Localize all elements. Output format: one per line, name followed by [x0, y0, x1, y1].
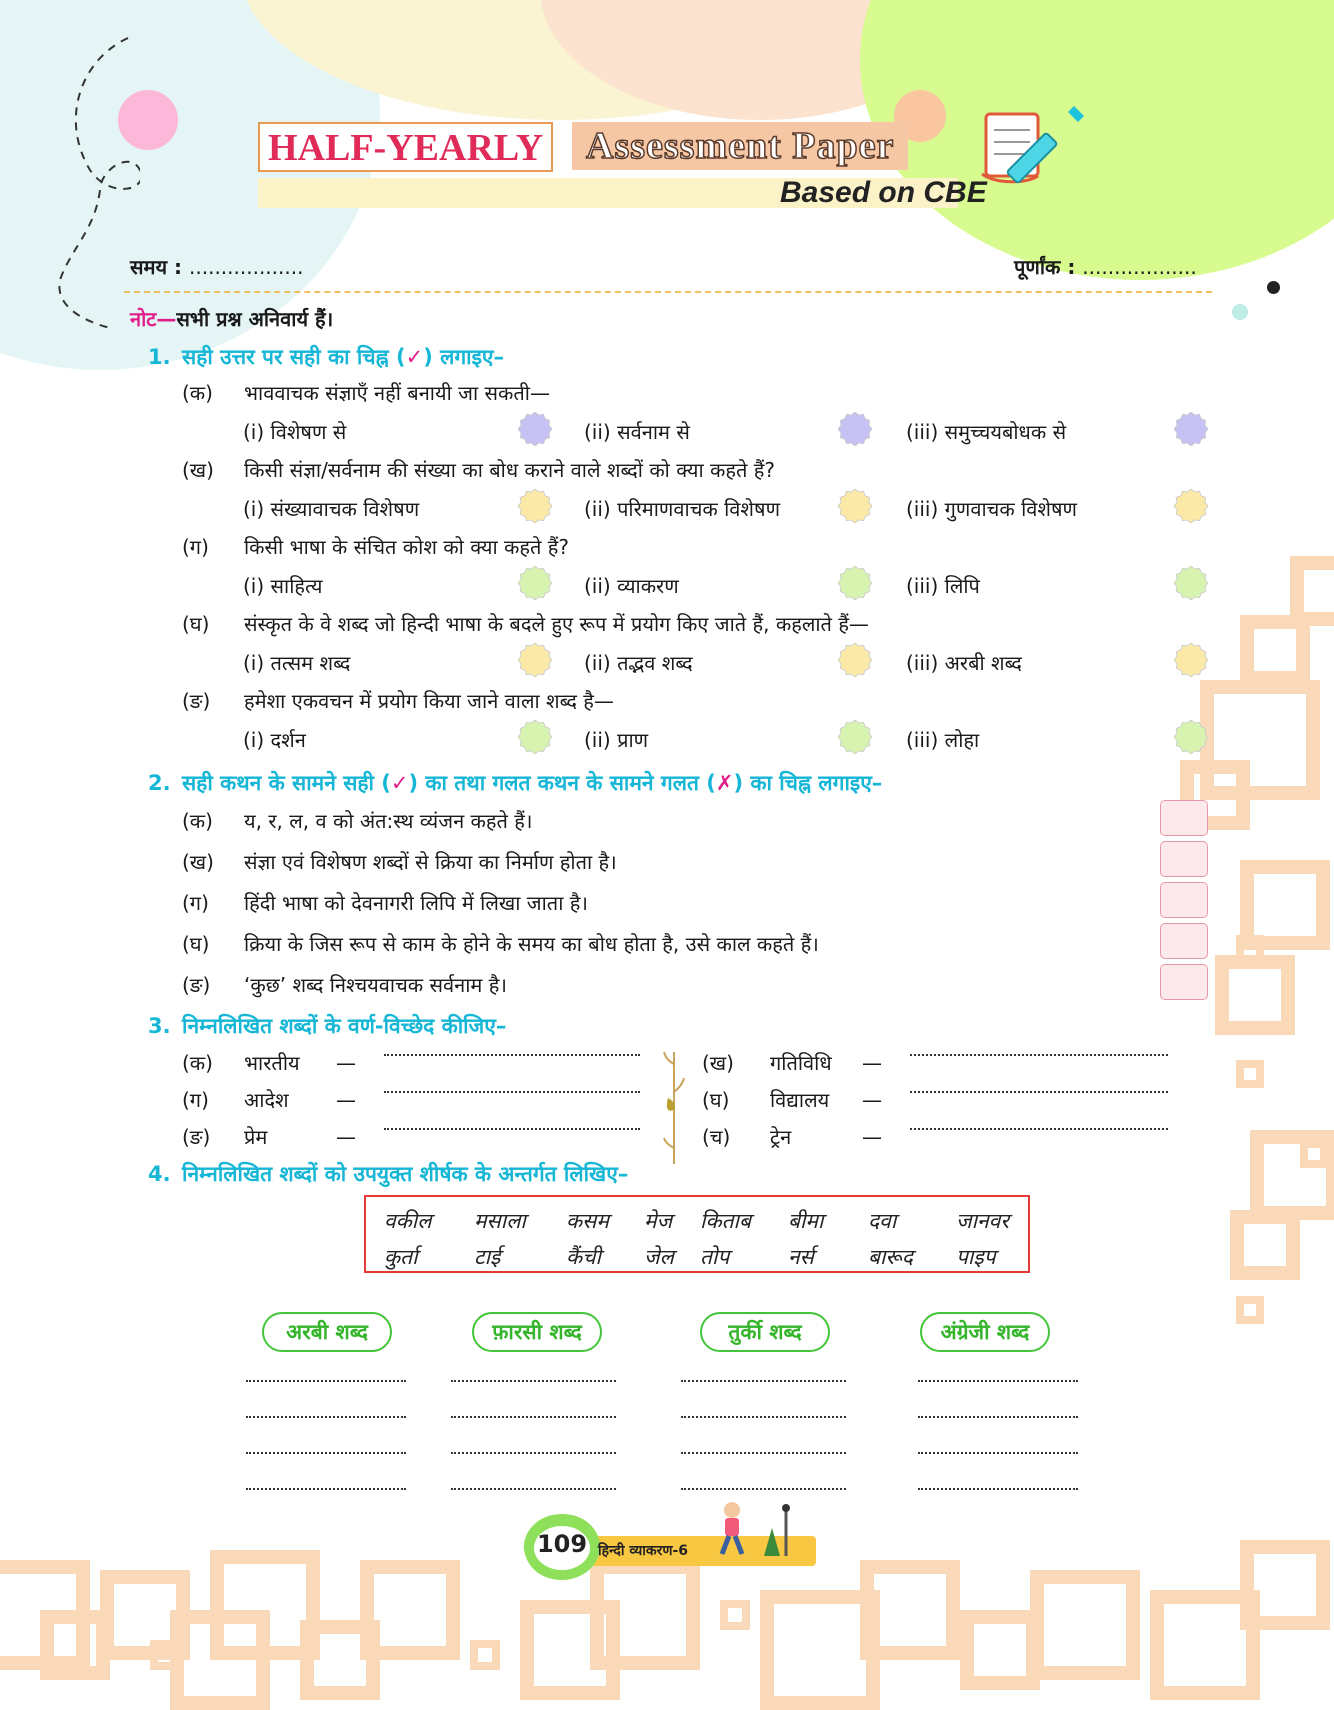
q1-option: (ii) व्याकरण: [584, 574, 679, 598]
answer-badge[interactable]: [838, 489, 872, 523]
category-heading: अंग्रेजी शब्द: [920, 1312, 1050, 1352]
q3-heading: [148, 1013, 506, 1039]
decor-square: [1215, 955, 1295, 1035]
q2-text-c: ) का चिह्न लगाइए–: [733, 771, 883, 795]
answer-line[interactable]: [681, 1452, 846, 1454]
q1-option: (iii) अरबी शब्द: [906, 651, 1022, 675]
q2-heading: [148, 770, 882, 796]
q2-statement-text: हिंदी भाषा को देवनागरी लिपि में लिखा जाता है।: [244, 891, 588, 915]
q3-label: (च): [702, 1125, 731, 1149]
q3-dash: —: [862, 1088, 882, 1112]
q1-option: (ii) तद्भव शब्द: [584, 651, 693, 675]
marks-label: पूर्णांक :: [1014, 255, 1076, 279]
word-bank-item: दवा: [868, 1209, 897, 1233]
decor-square: [470, 1640, 500, 1670]
answer-line[interactable]: [910, 1091, 1168, 1093]
q2-statement: [182, 808, 532, 834]
q3-label: (क): [182, 1051, 213, 1075]
answer-line[interactable]: [681, 1380, 846, 1382]
q2-statement-label: (ग): [182, 891, 209, 915]
q1-question-label: (ङ): [182, 689, 211, 713]
word-bank-item: तोप: [700, 1245, 730, 1269]
answer-line[interactable]: [918, 1452, 1078, 1454]
q2-statement-text: ‘कुछ’ शब्द निश्चयवाचक सर्वनाम है।: [244, 973, 507, 997]
decor-square: [590, 1560, 700, 1670]
answer-badge[interactable]: [838, 412, 872, 446]
q2-number: 2.: [148, 771, 171, 795]
answer-line[interactable]: [681, 1416, 846, 1418]
decor-square: [1236, 1296, 1264, 1324]
walking-boy-icon: [712, 1500, 792, 1560]
decor-square: [860, 1560, 960, 1660]
decor-square: [1236, 935, 1264, 963]
q2-statement: [182, 890, 588, 916]
answer-badge[interactable]: [1174, 566, 1208, 600]
twig-divider-icon: [662, 1052, 686, 1164]
notepad-pencil-icon: [976, 100, 1088, 186]
q3-word: ट्रेन: [770, 1125, 792, 1149]
answer-badge[interactable]: [1174, 489, 1208, 523]
category-heading: फ़ारसी शब्द: [472, 1312, 602, 1352]
q3-word: विद्यालय: [770, 1088, 830, 1112]
q2-statement: [182, 972, 507, 998]
time-label: समय :: [130, 255, 183, 279]
decor-square: [1230, 1210, 1300, 1280]
answer-badge[interactable]: [518, 412, 552, 446]
bg-blob-lime: [860, 0, 1334, 280]
q3-label: (घ): [702, 1088, 730, 1112]
q2-statement-text: य, र, ल, व को अंत:स्थ व्यंजन कहते हैं।: [244, 809, 533, 833]
q4-heading: [148, 1161, 628, 1187]
q3-dash: —: [862, 1051, 882, 1075]
q1-option: (ii) प्राण: [584, 728, 649, 752]
q1-question-label: (ग): [182, 535, 209, 559]
divider: [124, 291, 1212, 293]
q3-word: आदेश: [244, 1088, 289, 1112]
marks-field: [1014, 254, 1197, 280]
answer-line[interactable]: [681, 1488, 846, 1490]
q1-option: (iii) समुच्चयबोधक से: [906, 420, 1067, 444]
q1-option: (i) विशेषण से: [243, 420, 347, 444]
title-assessment-paper: Assessment Paper: [572, 122, 908, 170]
word-bank: [364, 1195, 1030, 1273]
q1-question-text: संस्कृत के वे शब्द जो हिन्दी भाषा के बदले हुए रूप में प्रयोग किए जाते हैं, कहलाते हैं—: [244, 612, 869, 636]
answer-line[interactable]: [246, 1380, 406, 1382]
word-bank-item: कैंची: [566, 1245, 601, 1269]
title-half-yearly: HALF-YEARLY: [258, 122, 553, 172]
q3-dash: —: [336, 1125, 356, 1149]
q1-question: [182, 611, 869, 637]
q1-question-text: किसी भाषा के संचित कोश को क्या कहते हैं?: [244, 535, 570, 559]
answer-badge[interactable]: [838, 643, 872, 677]
time-field: [130, 254, 303, 280]
answer-badge[interactable]: [518, 566, 552, 600]
q1-number: 1.: [148, 345, 171, 369]
answer-box[interactable]: [1160, 841, 1208, 877]
word-bank-item: नर्स: [788, 1245, 814, 1269]
cross-mark-icon: ✗: [715, 771, 734, 795]
answer-line[interactable]: [451, 1452, 616, 1454]
decor-square: [1240, 615, 1310, 685]
q1-option: (iii) लोहा: [906, 728, 980, 752]
answer-badge[interactable]: [518, 720, 552, 754]
answer-badge[interactable]: [518, 643, 552, 677]
q3-word: प्रेम: [244, 1125, 268, 1149]
decor-square: [1236, 1060, 1264, 1088]
answer-badge[interactable]: [838, 720, 872, 754]
word-bank-item: वकील: [384, 1209, 432, 1233]
answer-line[interactable]: [918, 1488, 1078, 1490]
answer-line[interactable]: [246, 1488, 406, 1490]
answer-line[interactable]: [451, 1488, 616, 1490]
answer-line[interactable]: [918, 1416, 1078, 1418]
q2-text-a: सही कथन के सामने सही (: [182, 771, 391, 795]
q1-heading: [148, 344, 504, 370]
q2-statement-text: क्रिया के जिस रूप से काम के होने के समय का बोध होता है, उसे काल कहते हैं।: [244, 932, 819, 956]
answer-badge[interactable]: [518, 489, 552, 523]
word-bank-item: जेल: [644, 1245, 674, 1269]
answer-line[interactable]: [246, 1416, 406, 1418]
q1-text-a: सही उत्तर पर सही का चिह्न (: [182, 345, 406, 369]
q2-text-b: ) का तथा गलत कथन के सामने गलत (: [408, 771, 716, 795]
q1-question-text: भाववाचक संज्ञाएँ नहीं बनायी जा सकती—: [244, 381, 550, 405]
answer-line[interactable]: [451, 1380, 616, 1382]
q1-question: [182, 534, 569, 560]
decor-square: [960, 1610, 1040, 1690]
q1-question: [182, 380, 550, 406]
q3-label: (ख): [702, 1051, 734, 1075]
q1-option: (i) तत्सम शब्द: [243, 651, 351, 675]
answer-badge[interactable]: [1174, 643, 1208, 677]
dashed-swirl: [40, 30, 140, 330]
q1-option: (i) साहित्य: [243, 574, 323, 598]
decor-square: [360, 1560, 460, 1660]
q1-question-label: (ख): [182, 458, 214, 482]
q2-statement-text: संज्ञा एवं विशेषण शब्दों से क्रिया का निर्माण होता है।: [244, 850, 617, 874]
q1-question-text: हमेशा एकवचन में प्रयोग किया जाने वाला शब्द है—: [244, 689, 614, 713]
q2-statement-label: (क): [182, 809, 213, 833]
q3-word: भारतीय: [244, 1051, 300, 1075]
answer-line[interactable]: [384, 1128, 640, 1130]
word-bank-item: मसाला: [474, 1209, 526, 1233]
q2-statement-label: (ङ): [182, 973, 211, 997]
marks-value[interactable]: ..................: [1082, 255, 1197, 279]
q2-statement: [182, 931, 819, 957]
q2-statement-label: (ख): [182, 850, 214, 874]
subtitle: Based on CBE: [780, 176, 987, 209]
word-bank-item: बीमा: [788, 1209, 824, 1233]
q1-question-label: (क): [182, 381, 213, 405]
tick-mark-icon: ✓: [405, 345, 424, 369]
answer-badge[interactable]: [838, 566, 872, 600]
q1-option: (iii) लिपि: [906, 574, 980, 598]
decor-square: [1300, 1140, 1328, 1168]
word-bank-item: मेज: [644, 1209, 673, 1233]
answer-line[interactable]: [910, 1054, 1168, 1056]
bg-dot-mint: [1232, 304, 1248, 320]
answer-line[interactable]: [384, 1054, 640, 1056]
q1-question: [182, 457, 775, 483]
q3-label: (ङ): [182, 1125, 211, 1149]
note-text: सभी प्रश्न अनिवार्य हैं।: [176, 307, 334, 331]
answer-line[interactable]: [910, 1128, 1168, 1130]
answer-line[interactable]: [918, 1380, 1078, 1382]
q3-text: निम्नलिखित शब्दों के वर्ण-विच्छेद कीजिए–: [182, 1014, 507, 1038]
answer-box[interactable]: [1160, 923, 1208, 959]
q3-label: (ग): [182, 1088, 209, 1112]
word-bank-item: पाइप: [956, 1245, 996, 1269]
q2-statement-label: (घ): [182, 932, 210, 956]
answer-badge[interactable]: [1174, 412, 1208, 446]
note: [130, 306, 333, 332]
q1-option: (iii) गुणवाचक विशेषण: [906, 497, 1077, 521]
q1-option: (ii) परिमाणवाचक विशेषण: [584, 497, 781, 521]
tick-mark-icon: ✓: [390, 771, 409, 795]
q1-question-text: किसी संज्ञा/सर्वनाम की संख्या का बोध कराने वाले शब्दों को क्या कहते हैं?: [244, 458, 776, 482]
q4-number: 4.: [148, 1162, 171, 1186]
answer-box[interactable]: [1160, 800, 1208, 836]
q1-text-b: ) लगाइए–: [423, 345, 505, 369]
answer-badge[interactable]: [1174, 720, 1208, 754]
q1-question: [182, 688, 614, 714]
q1-option: (i) दर्शन: [243, 728, 306, 752]
word-bank-item: कुर्ता: [384, 1245, 418, 1269]
time-value[interactable]: ..................: [189, 255, 304, 279]
q4-text: निम्नलिखित शब्दों को उपयुक्त शीर्षक के अन्तर्गत लिखिए–: [182, 1162, 629, 1186]
word-bank-item: जानवर: [956, 1209, 1009, 1233]
q3-dash: —: [336, 1088, 356, 1112]
word-bank-item: कसम: [566, 1209, 609, 1233]
decor-square: [150, 1640, 180, 1670]
q1-option: (ii) सर्वनाम से: [584, 420, 690, 444]
page-number: 109: [536, 1530, 588, 1558]
word-bank-item: किताब: [700, 1209, 751, 1233]
bg-dot-dark: [1267, 281, 1280, 294]
q3-dash: —: [336, 1051, 356, 1075]
book-title: हिन्दी व्याकरण-6: [598, 1543, 689, 1559]
word-bank-item: टाई: [474, 1245, 501, 1269]
decor-square: [720, 1600, 750, 1630]
category-heading: अरबी शब्द: [262, 1312, 392, 1352]
q3-word: गतिविधि: [770, 1051, 832, 1075]
answer-box[interactable]: [1160, 964, 1208, 1000]
q3-dash: —: [862, 1125, 882, 1149]
answer-box[interactable]: [1160, 882, 1208, 918]
q1-option: (i) संख्यावाचक विशेषण: [243, 497, 420, 521]
answer-line[interactable]: [451, 1416, 616, 1418]
q2-statement: [182, 849, 617, 875]
decor-square: [1030, 1570, 1140, 1680]
q1-question-label: (घ): [182, 612, 210, 636]
answer-line[interactable]: [246, 1452, 406, 1454]
category-heading: तुर्की शब्द: [700, 1312, 830, 1352]
answer-line[interactable]: [384, 1091, 640, 1093]
note-label: नोट—: [130, 307, 177, 331]
word-bank-item: बारूद: [868, 1245, 913, 1269]
decor-square: [1240, 1540, 1330, 1630]
q3-number: 3.: [148, 1014, 171, 1038]
